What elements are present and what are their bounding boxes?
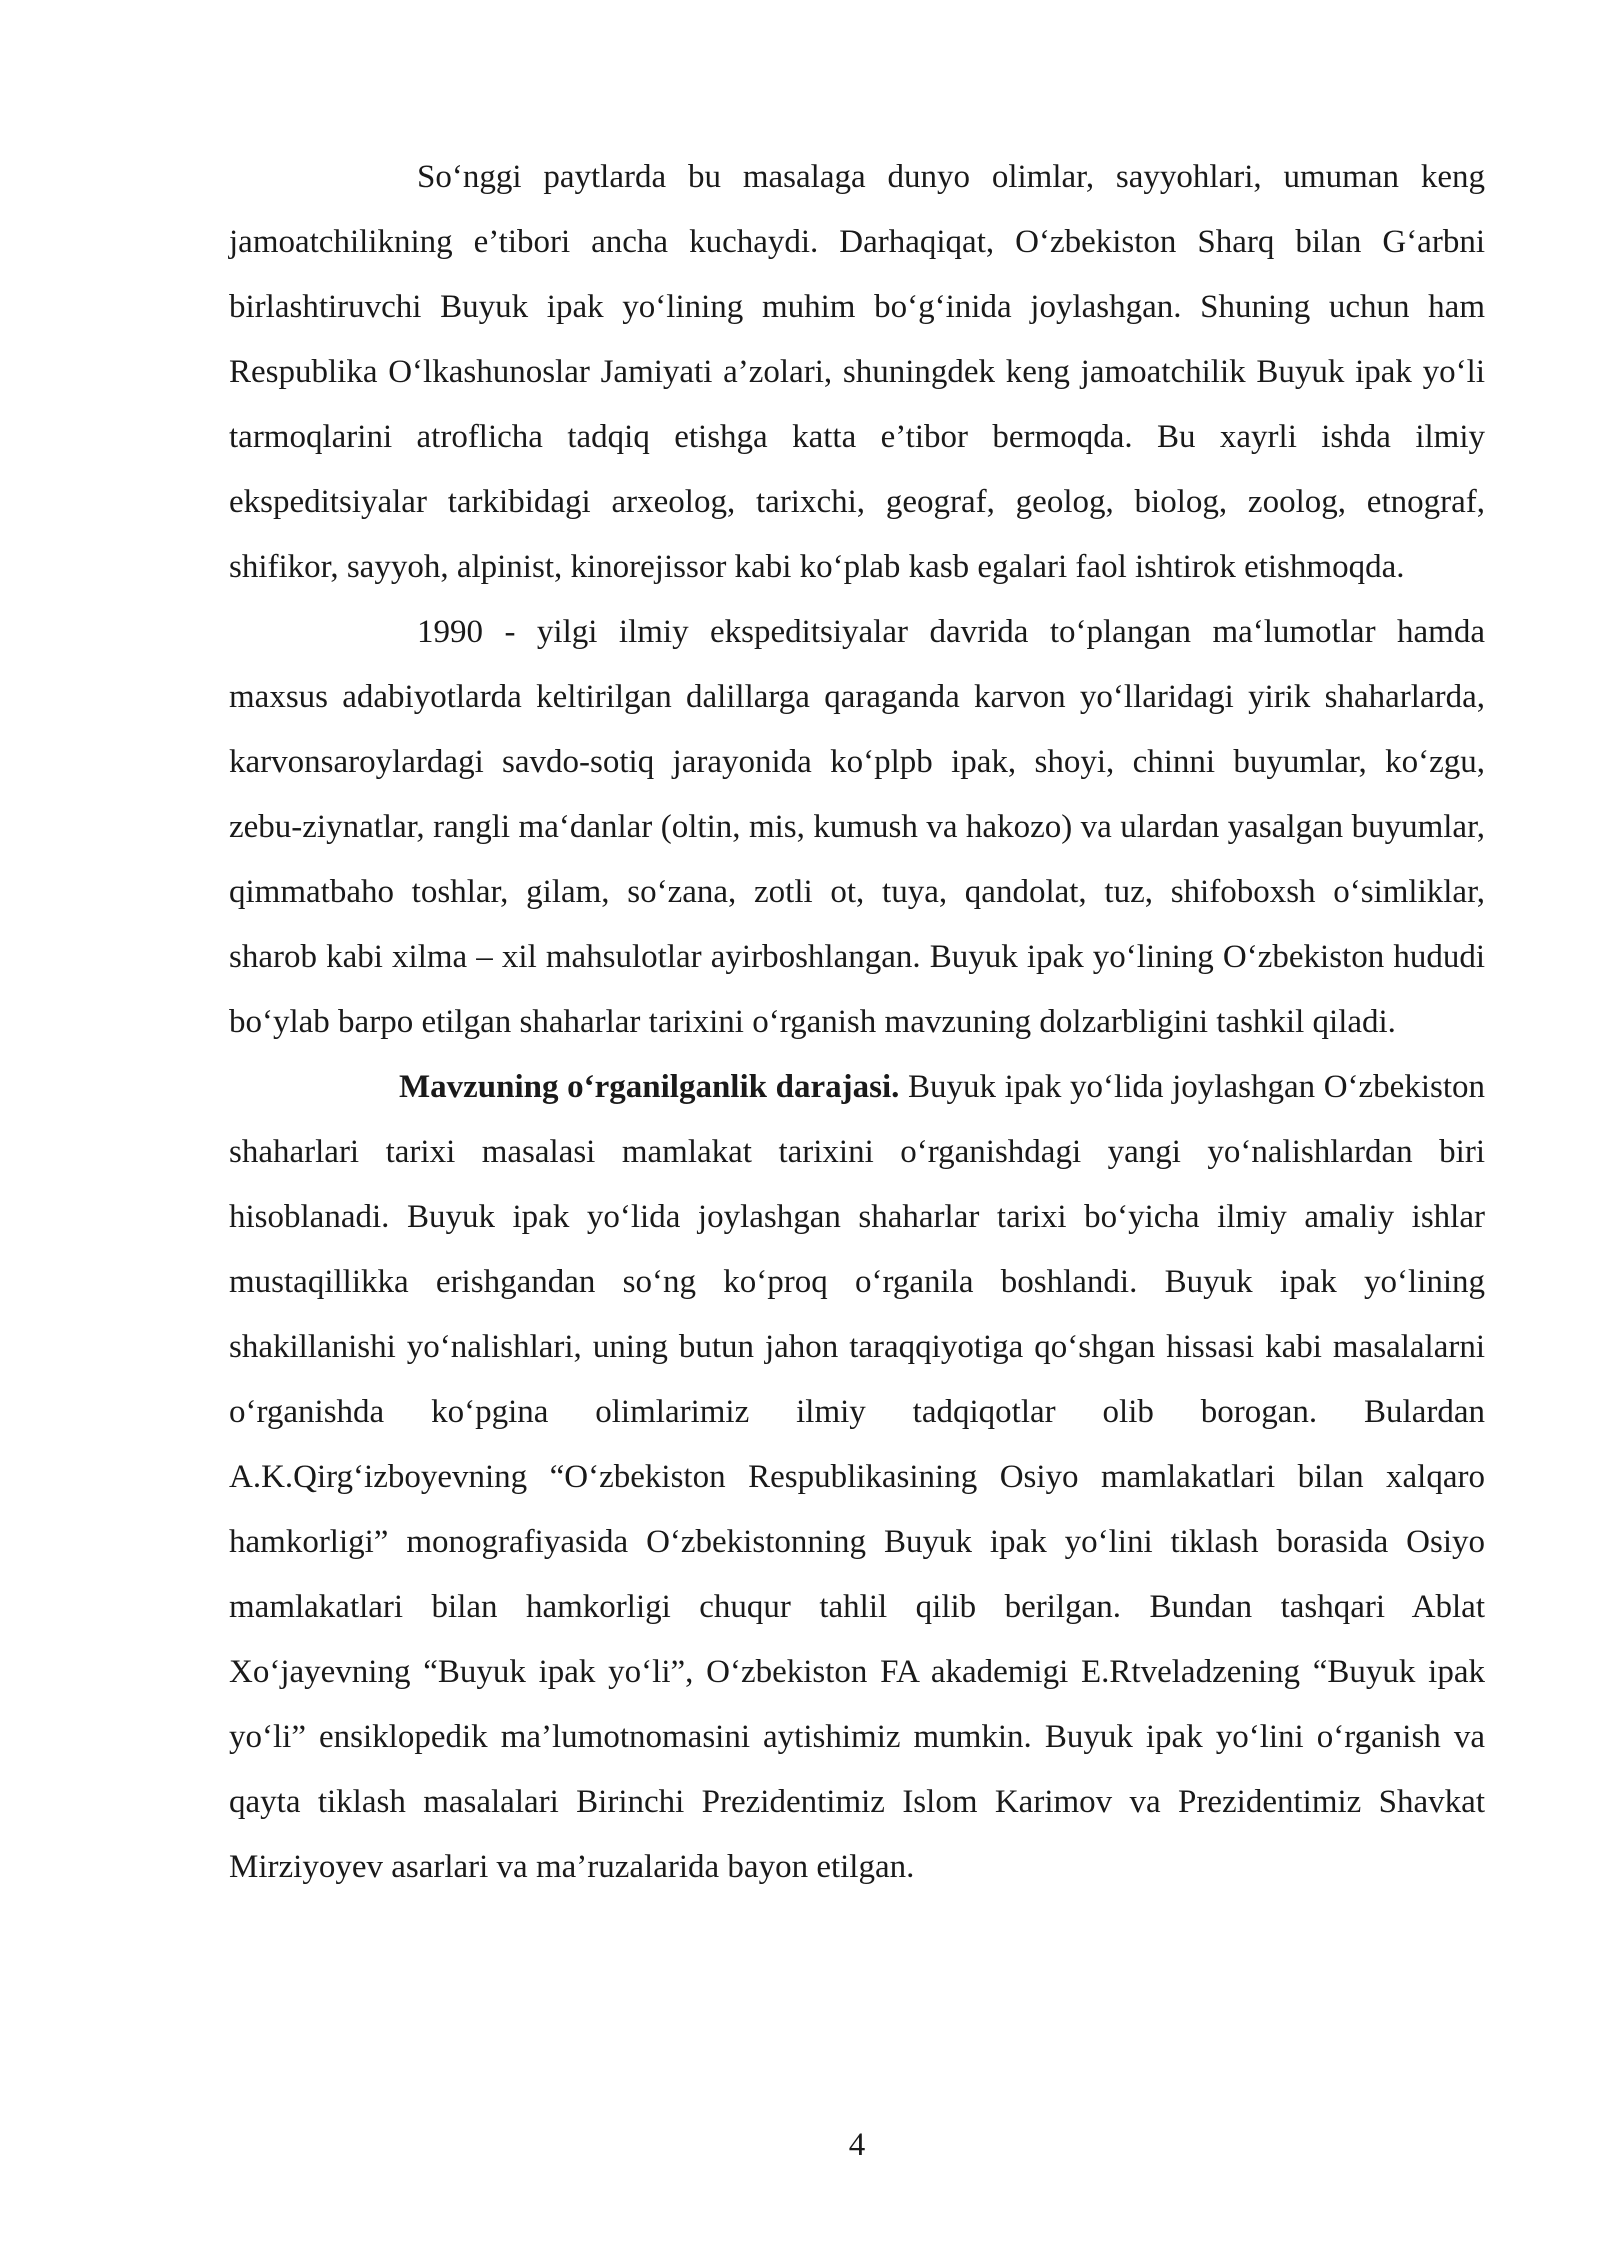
paragraph-expeditions [229,600,1485,1055]
section-heading-inline: Mavzuning o‘rganilganlik darajasi. [399,1069,900,1105]
page-number: 4 [848,2127,866,2163]
document-body [229,145,1485,1900]
paragraph-text: 1990 - yilgi ilmiy ekspeditsiyalar davrida to‘plangan ma‘lumotlar hamda maxsus adabiyotlarda keltirilgan dalillarga qaraganda karvon yo‘llaridagi yirik shaharlarda, karvonsaroylardagi savdo-sotiq jarayonida ko‘plpb ipak, shoyi, chinni buyumlar, ko‘zgu, zebu-ziynatlar, rangli ma‘danlar (oltin, mis, kumush va hakozo) va ulardan yasalgan buyumlar, qimmatbaho toshlar, gilam, so‘zana, zotli ot, tuya, qandolat, tuz, shifoboxsh o‘simliklar, sharob kabi xilma – xil mahsulotlar ayirboshlangan. Buyuk ipak yo‘lining O‘zbekiston hududi bo‘ylab barpo etilgan shaharlar tarixini o‘rganish mavzuning dolzarbligini tashkil qiladi. [229,614,1485,1040]
paragraph-intro [229,145,1485,600]
paragraph-text: Buyuk ipak yo‘lida joylashgan O‘zbekiston shaharlari tarixi masalasi mamlakat tarixini o‘rganishdagi yangi yo‘nalishlardan biri hisoblanadi. Buyuk ipak yo‘lida joylashgan shaharlar tarixi bo‘yicha ilmiy amaliy ishlar mustaqillikka erishgandan so‘ng ko‘proq o‘rganila boshlandi. Buyuk ipak yo‘lining shakillanishi yo‘nalishlari, uning butun jahon taraqqiyotiga qo‘shgan hissasi kabi masalalarni o‘rganishda ko‘pgina olimlarimiz ilmiy tadqiqotlar olib borogan. Bulardan A.K.Qirg‘izboyevning “O‘zbekiston Respublikasining Osiyo mamlakatlari bilan xalqaro hamkorligi” monografiyasida O‘zbekistonning Buyuk ipak yo‘lini tiklash borasida Osiyo mamlakatlari bilan hamkorligi chuqur tahlil qilib berilgan. Bundan tashqari Ablat Xo‘jayevning “Buyuk ipak yo‘li”, O‘zbekiston FA akademigi E.Rtveladzening “Buyuk ipak yo‘li” ensiklopedik ma’lumotnomasini aytishimiz mumkin. Buyuk ipak yo‘lini o‘rganish va qayta tiklash masalalari Birinchi Prezidentimiz Islom Karimov va Prezidentimiz Shavkat Mirziyoyev asarlari va ma’ruzalarida bayon etilgan. [229,1069,1485,1885]
paragraph-study-level [229,1055,1485,1900]
paragraph-text: So‘nggi paytlarda bu masalaga dunyo olimlar, sayyohlari, umuman keng jamoatchilikning e’tibori ancha kuchaydi. Darhaqiqat, O‘zbekiston Sharq bilan G‘arbni birlashtiruvchi Buyuk ipak yo‘lining muhim bo‘g‘inida joylashgan. Shuning uchun ham Respublika O‘lkashunoslar Jamiyati a’zolari, shuningdek keng jamoatchilik Buyuk ipak yo‘li tarmoqlarini atroflicha tadqiq etishga katta e’tibor bermoqda. Bu xayrli ishda ilmiy ekspeditsiyalar tarkibidagi arxeolog, tarixchi, geograf, geolog, biolog, zoolog, etnograf, shifikor, sayyoh, alpinist, kinorejissor kabi ko‘plab kasb egalari faol ishtirok etishmoqda. [229,159,1485,585]
